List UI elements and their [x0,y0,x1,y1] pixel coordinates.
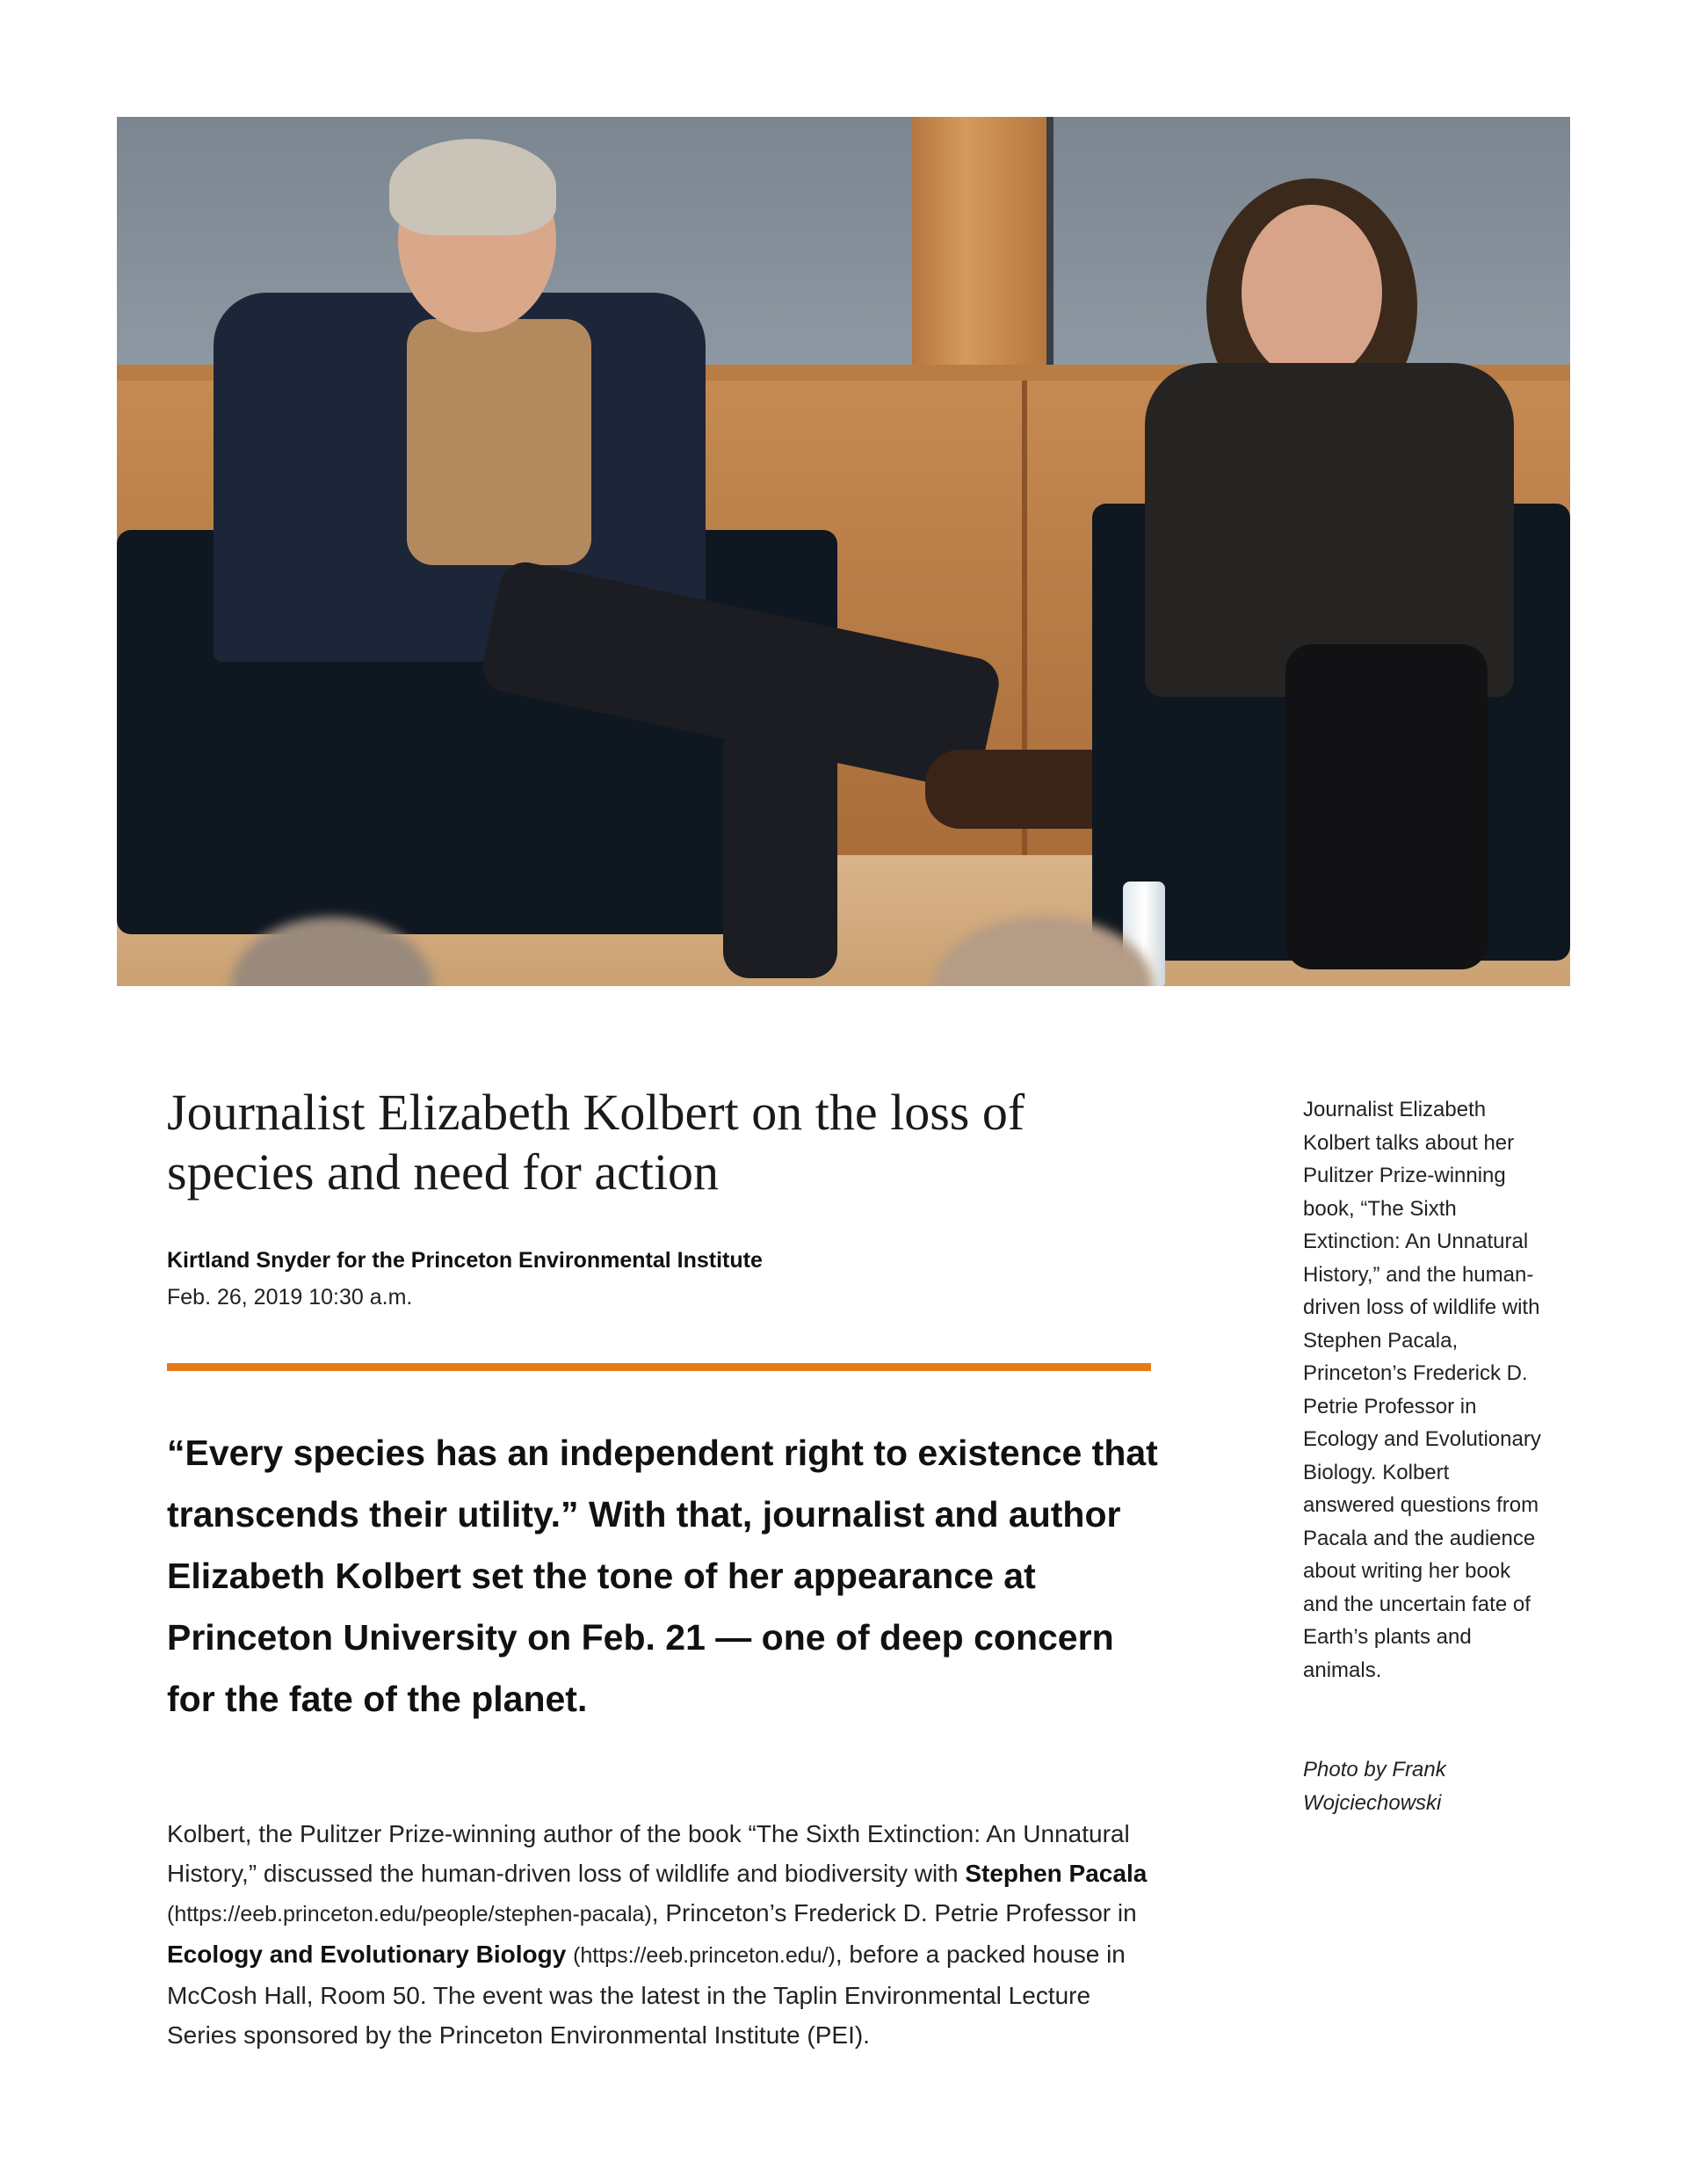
body-text-segment: , Princeton’s Frederick D. Petrie Professor in [651,1899,1137,1926]
article-lede: “Every species has an independent right to existence that transcends their utility.” With that, journalist and author Elizabeth Kolbert set the tone of her appearance at Princeton University on Feb. 21 — one of deep concern for the fate of the planet. [167,1433,1158,1719]
woman-legs [1285,644,1488,969]
article-title: Journalist Elizabeth Kolbert on the loss of species and need for action [167,1084,1025,1201]
article-byline: Kirtland Snyder for the Princeton Environmental Institute [167,1248,763,1273]
link-stephen-pacala[interactable]: Stephen Pacala [965,1860,1148,1887]
body-text-segment: , before a packed house in McCosh Hall, Room 50. The event was the latest in the Taplin Environmental Lecture Series sponsored by the Princeton Environmental Institute (PEI). [167,1941,1126,2049]
woman-head [1242,205,1382,381]
wood-pillar [912,117,1046,381]
article-date: Feb. 26, 2019 10:30 a.m. [167,1285,413,1310]
man-hair [389,139,556,236]
photo-credit: Photo by Frank Wojciechowski [1303,1758,1446,1815]
man-lower-leg [723,723,837,978]
body-text-segment: Kolbert, the Pulitzer Prize-winning author of the book “The Sixth Extinction: An Unnatural History,” discussed the human-driven loss of wildlife and biodiversity with [167,1820,1130,1887]
accent-divider [167,1363,1151,1371]
man-sweater [407,319,591,565]
article-body-paragraph [167,1814,1160,2055]
link-url: (https://eeb.princeton.edu/people/stephen-pacala) [167,1902,652,1926]
photo-caption: Journalist Elizabeth Kolbert talks about her Pulitzer Prize-winning book, “The Sixth Extinction: An Unnatural History,” and the human-driven loss of wildlife with Stephen Pacala, Princeton’s Frederick D. Petrie Professor in Ecology and Evolutionary Biology. Kolbert answered questions from Pacala and the audience about writing her book and the uncertain fate of Earth’s plants and animals. [1303,1098,1541,1682]
link-eeb[interactable]: Ecology and Evolutionary Biology [167,1941,567,1968]
link-url: (https://eeb.princeton.edu/) [573,1943,836,1968]
hero-photo [117,117,1570,986]
